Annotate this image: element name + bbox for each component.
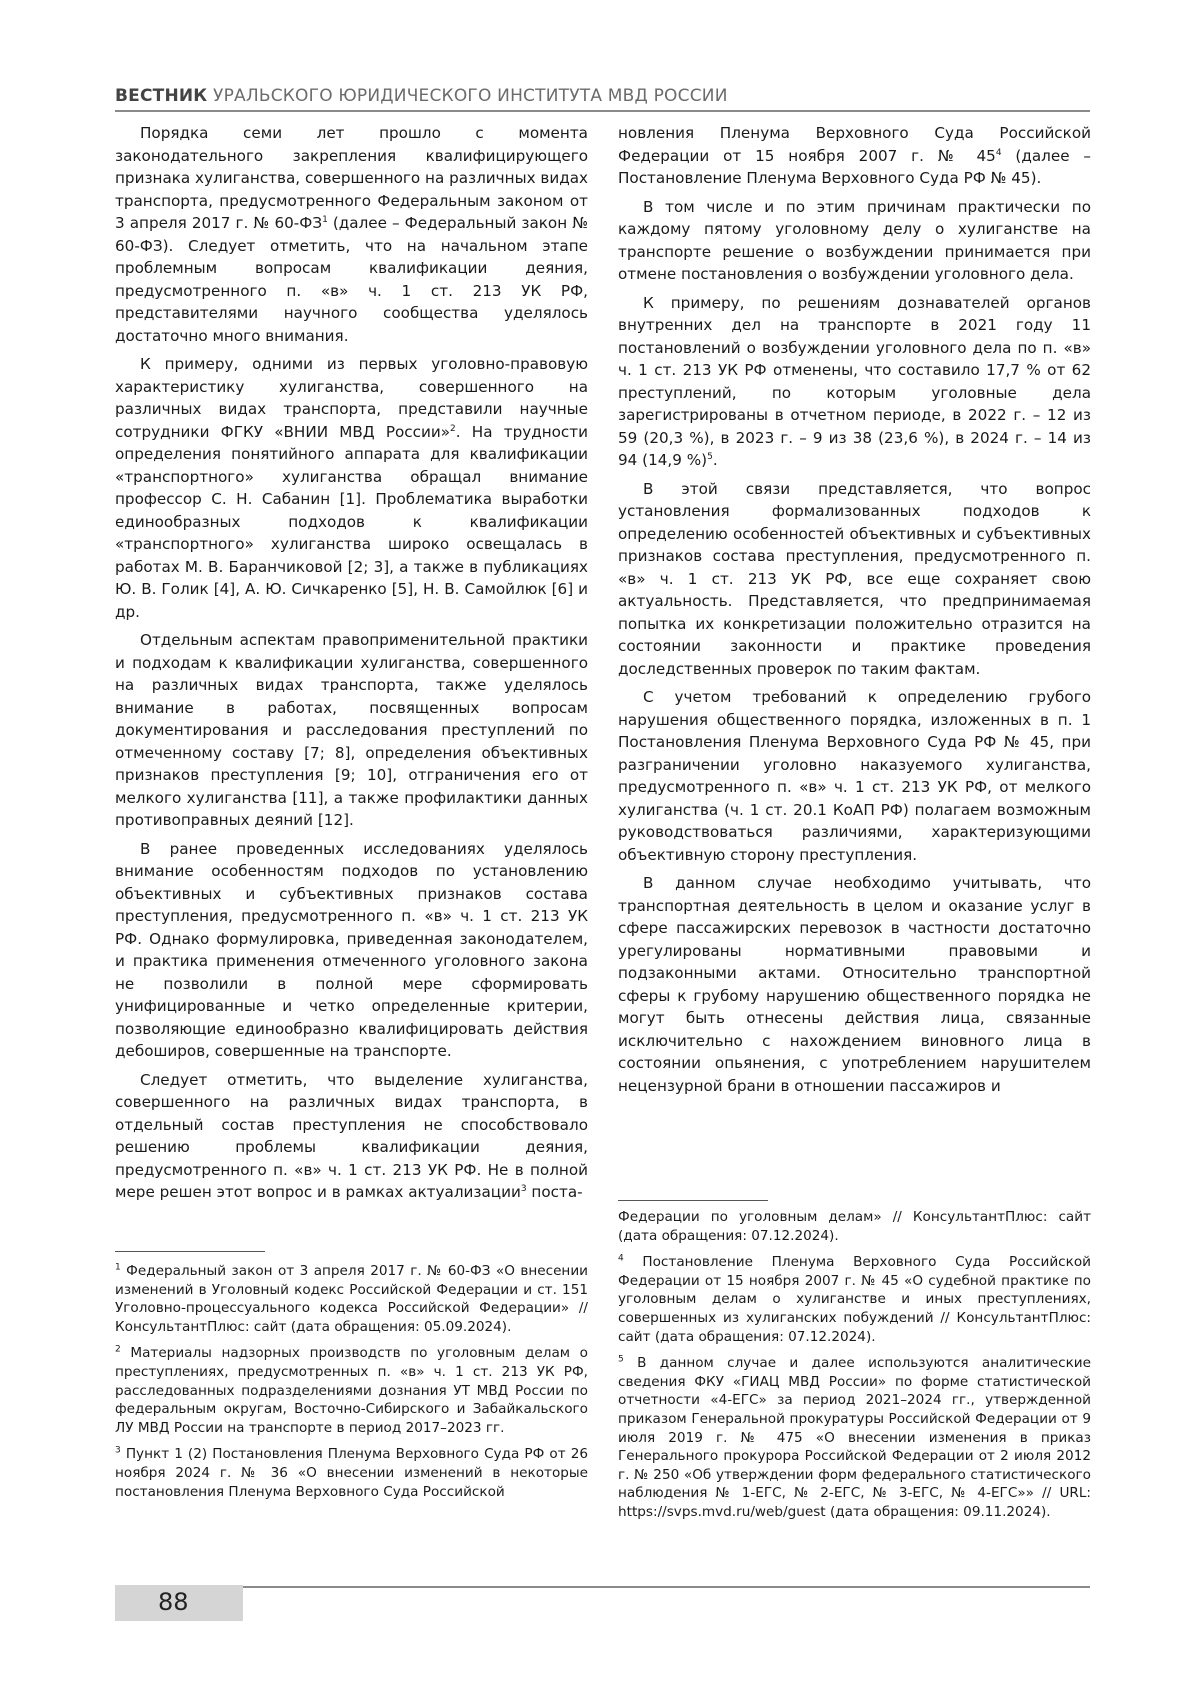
footnote-number: 3 <box>115 1445 121 1456</box>
footnote-text: Пункт 1 (2) Постановления Пленума Верховного Суда РФ от 26 ноября 2024 г. № 36 «О внесении изменений в некоторые постановления Пленума Верховного Суда Российской <box>115 1446 588 1500</box>
footnote <box>115 1445 588 1501</box>
journal-header <box>115 86 1090 106</box>
footnote <box>115 1262 588 1336</box>
footnote-text: Материалы надзорных производств по уголовным делам о преступлениях, предусмотренных п. «в» ч. 1 ст. 213 УК РФ, расследованных подразделениями дознания УТ МВД России по федеральным округам, Восточно-Сибирского и Забайкальского ЛУ МВД России на транспорте в период 2017–2023 гг. <box>115 1345 588 1436</box>
page-number: 88 <box>158 1588 189 1616</box>
paragraph-text-after: (далее – Федеральный закон № 60-ФЗ). Следует отметить, что на начальном этапе проблемным вопросам квалификации деяния, предусмотренного п. «в» ч. 1 ст. 213 УК РФ, представителями научного сообщества уделялось достаточно много внимания. <box>115 214 588 345</box>
footnote-ref: 2 <box>450 423 456 434</box>
paragraph-text: В ранее проведенных исследованиях уделялось внимание особенностям подходов по установлению объективных и субъективных признаков состава преступления, предусмотренного п. «в» ч. 1 ст. 213 УК РФ. Однако формулировка, приведенная законодателем, и практика применения отмеченного уголовного закона не позволили в полной мере сформировать унифицированные и четко определенные критерии, позволяющие единообразно квалифицировать действия дебоширов, совершенные на транспорте. <box>115 839 588 1060</box>
footnote-text: Федеральный закон от 3 апреля 2017 г. № 60-ФЗ «О внесении изменений в Уголовный кодекс Российской Федерации и ст. 151 Уголовно-процессуального кодекса Российской Федерации» // КонсультантПлюс: сайт (дата обращения: 05.09.2024). <box>115 1263 588 1335</box>
right-column <box>618 122 1091 1103</box>
right-column-paragraph <box>618 292 1091 472</box>
paragraph-text: К примеру, одними из первых уголовно-правовую характеристику хулиганства, совершенного на различных видах транспорта, представили научные сотрудники ФГКУ «ВНИИ МВД России» <box>115 355 588 441</box>
footnote-number: 5 <box>618 1354 624 1365</box>
footnote-ref: 1 <box>322 214 328 225</box>
paragraph-text-after: (далее – Постановление Пленума Верховного Суда РФ № 45). <box>618 146 1091 187</box>
right-column-paragraph <box>618 686 1091 866</box>
footnote-ref: 3 <box>520 1183 527 1194</box>
footnote <box>618 1354 1091 1521</box>
footnote <box>115 1344 588 1437</box>
paragraph-text: К примеру, по решениям дознавателей органов внутренних дел на транспорте в 2021 году 11 постановлений о возбуждении уголовного дела по п. «в» ч. 1 ст. 213 УК РФ отменены, что составило 17,7 % от 62 преступлений, по которым уголовные дела зарегистрированы в отчетном периоде, в 2022 г. – 12 из 59 (20,3 %), в 2023 г. – 9 из 38 (23,6 %), в 2024 г. – 14 из 94 (14,9 %) <box>618 293 1091 469</box>
paragraph-text: С учетом требований к определению грубого нарушения общественного порядка, изложенных в п. 1 Постановления Пленума Верховного Суда РФ № 45, при разграничении уголовно наказуемого хулиганства, предусмотренного п. «в» ч. 1 ст. 213 УК РФ, от мелкого хулиганства (ч. 1 ст. 20.1 КоАП РФ) полагаем возможным руководствоваться различиями, характеризующими объективную сторону преступления. <box>618 688 1091 864</box>
footnote-separator-left <box>115 1251 265 1252</box>
left-column-paragraph <box>115 122 588 347</box>
paragraph-text: В этой связи представляется, что вопрос установления формализованных подходов к определению особенностей объективных и субъективных признаков состава преступления, предусмотренного п. «в» ч. 1 ст. 213 УК РФ, все еще сохраняет свою актуальность. Представляется, что предпринимаемая попытка их конкретизации положительно отразится на состоянии законности и практике проведения доследственных проверок по таким фактам. <box>618 479 1091 678</box>
footnote-number: 2 <box>115 1344 121 1355</box>
paragraph-text: Отдельным аспектам правоприменительной практики и подходам к квалификации хулиганства, совершенного на различных видах транспорта, также уделялось внимание в работах, посвященных вопросам документирования и расследования преступлений по отмеченному составу [7; 8], определения объективных признаков преступления [9; 10], отграничения его от мелкого хулиганства [11], а также профилактики данных противоправных деяний [12]. <box>115 631 588 829</box>
right-column-paragraph <box>618 196 1091 286</box>
paragraph-text-after: поста- <box>526 1183 583 1201</box>
footnote-text: Постановление Пленума Верховного Суда Российской Федерации от 15 ноября 2007 г. № 45 «О судебной практике по уголовным делам о хулиганстве и иных преступлениях, совершенных из хулиганских побуждений // КонсультантПлюс: сайт (дата обращения: 07.12.2024). <box>618 1254 1091 1345</box>
paragraph-text: новления Пленума Верховного Суда Российской Федерации от 15 ноября 2007 г. № 45 <box>618 124 1091 165</box>
left-column-paragraph <box>115 629 588 832</box>
footnote <box>618 1208 1091 1245</box>
paragraph-text: Следует отметить, что выделение хулиганства, совершенного на различных видах транспорта, в отдельный состав преступления не способствовало решению проблемы квалификации деяния, предусмотренного п. «в» ч. 1 ст. 213 УК РФ. Не в полной мере решен этот вопрос и в рамках актуализации <box>115 1070 588 1201</box>
footnote <box>618 1253 1091 1346</box>
left-column <box>115 122 588 1210</box>
footnotes-right <box>618 1208 1091 1530</box>
footnote-text: В данном случае и далее используются аналитические сведения ФКУ «ГИАЦ МВД России» по форме статистической отчетности «4-ЕГС» за период 2021–2024 гг., утвержденной приказом Генеральной прокуратуры Российской Федерации от 9 июля 2019 г. № 475 «О внесении изменения в приказ Генерального прокурора Российской Федерации от 2 июля 2012 г. № 250 «Об утверждении форм федерального статистического наблюдения № 1-ЕГС, № 2-ЕГС, № 3-ЕГС, № 4-ЕГС»» // URL: https://svps.mvd.ru/web/guest (дата обращения: 09.11.2024). <box>618 1355 1091 1520</box>
journal-header-bold: ВЕСТНИК <box>115 86 208 106</box>
left-column-paragraph <box>115 838 588 1063</box>
right-column-paragraph <box>618 478 1091 681</box>
footnote-text: Федерации по уголовным делам» // КонсультантПлюс: сайт (дата обращения: 07.12.2024). <box>618 1209 1091 1244</box>
footnote-number: 1 <box>115 1262 121 1273</box>
footnote-separator-right <box>618 1200 768 1201</box>
journal-header-rest: УРАЛЬСКОГО ЮРИДИЧЕСКОГО ИНСТИТУТА МВД РОССИИ <box>213 86 728 106</box>
paragraph-text: В том числе и по этим причинам практически по каждому пятому уголовному делу о хулиганстве на транспорте решение о возбуждении принимается при отмене постановления о возбуждении уголовного дела. <box>618 197 1091 283</box>
footnotes-left <box>115 1262 588 1509</box>
left-column-paragraph <box>115 353 588 623</box>
right-column-paragraph <box>618 872 1091 1097</box>
footer-rule <box>243 1586 1090 1588</box>
paragraph-text-after: . На трудности определения понятийного аппарата для квалификации «транспортного» хулиганства обращал внимание профессор С. Н. Сабанин [1]. Проблематика выработки единообразных подходов к квалификации «транспортного» хулиганства широко освещалась в работах М. В. Баранчиковой [2; 3], а также в публикациях Ю. В. Голик [4], А. Ю. Сичкаренко [5], Н. В. Самойлюк [6] и др. <box>115 422 588 621</box>
left-column-paragraph <box>115 1069 588 1204</box>
right-column-paragraph <box>618 122 1091 190</box>
paragraph-text: Порядка семи лет прошло с момента законодательного закрепления квалифицирующего признака хулиганства, совершенного на различных видах транспорта, предусмотренного Федеральным законом от 3 апреля 2017 г. № 60-ФЗ <box>115 124 589 232</box>
footnote-ref: 4 <box>995 147 1002 158</box>
footnote-number: 4 <box>618 1253 624 1264</box>
header-rule <box>115 110 1090 112</box>
footnote-ref: 5 <box>707 451 713 462</box>
paragraph-text-after: . <box>712 451 718 469</box>
paragraph-text: В данном случае необходимо учитывать, что транспортная деятельность в целом и оказание услуг в сфере пассажирских перевозок в частности достаточно урегулированы нормативными правовыми и подзаконными актами. Относительно транспортной сферы к грубому нарушению общественного порядка не могут быть отнесены действия лица, связанные исключительно с нахождением виновного лица в состоянии опьянения, с употреблением нарушителем нецензурной брани в отношении пассажиров и <box>618 874 1091 1095</box>
